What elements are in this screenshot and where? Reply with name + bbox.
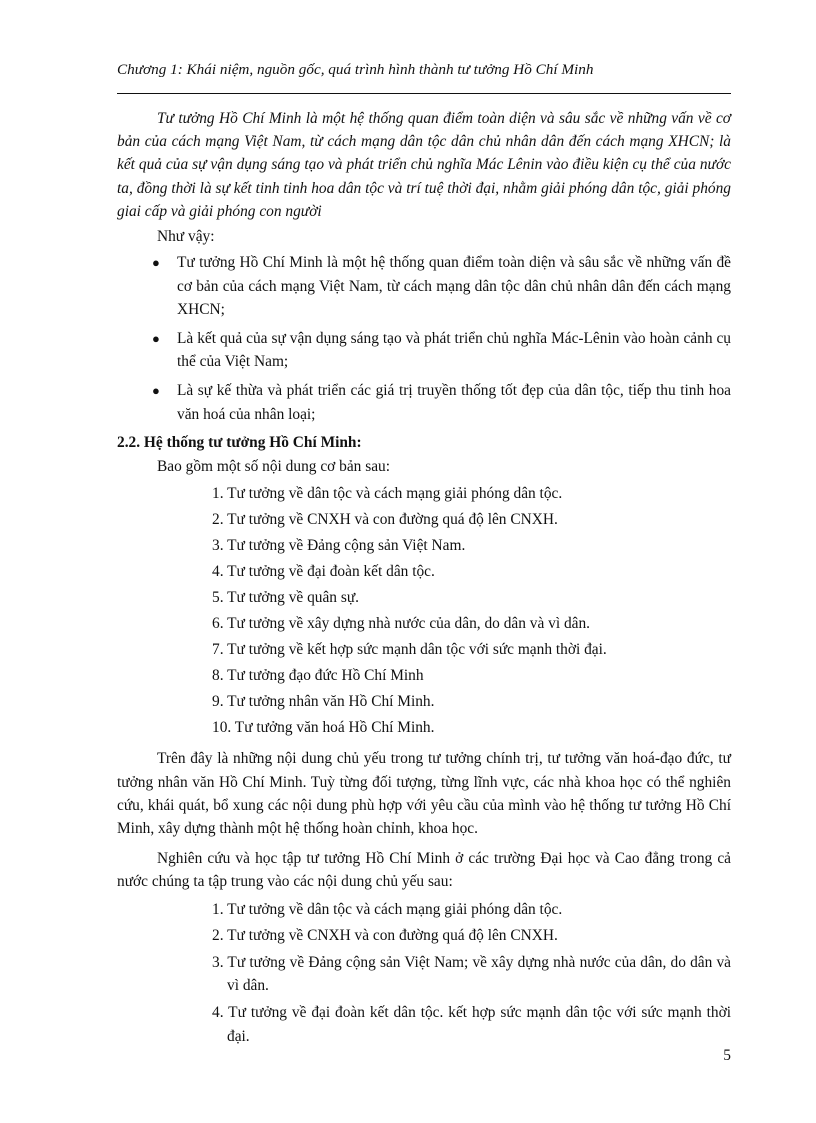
list-item: 4. Tư tưởng về đại đoàn kết dân tộc. (212, 563, 435, 581)
list-item: 2. Tư tưởng về CNXH và con đường quá độ lên CNXH. (212, 927, 558, 945)
page-number: 5 (723, 1047, 731, 1064)
list-item: 4. Tư tưởng về đại đoàn kết dân tộc. kết hợp sức mạnh dân tộc với sức mạnh thời đại. (212, 1003, 731, 1045)
bullet-icon: ● (152, 255, 160, 271)
bullet-item: ● Là sự kế thừa và phát triển các giá trị truyền thống tốt đẹp của dân tộc, tiếp thu tinh hoa văn hoá của nhân loại; (117, 379, 731, 426)
list-item: 1. Tư tưởng về dân tộc và cách mạng giải phóng dân tộc. (212, 900, 563, 918)
study-list (117, 898, 731, 1049)
list-item: 6. Tư tưởng về xây dựng nhà nước của dân, do dân và vì dân. (212, 615, 591, 633)
page-body (117, 107, 731, 1051)
bullet-icon: ● (152, 330, 160, 346)
list-item: 7. Tư tưởng về kết hợp sức mạnh dân tộc với sức mạnh thời đại. (212, 641, 607, 659)
bullet-icon: ● (152, 382, 160, 398)
list-item: 3. Tư tưởng về Đảng cộng sản Việt Nam. (212, 537, 466, 555)
list-item: 1. Tư tưởng về dân tộc và cách mạng giải phóng dân tộc. (212, 485, 563, 503)
bullet-item: ● Là kết quả của sự vận dụng sáng tạo và phát triển chủ nghĩa Mác-Lênin vào hoàn cảnh cụ thể của Việt Nam; (117, 327, 731, 374)
content-list (117, 481, 731, 741)
list-item: 10. Tư tưởng văn hoá Hồ Chí Minh. (212, 719, 435, 737)
summary-lead: Như vậy: (157, 228, 215, 246)
bullet-item: ● Tư tưởng Hồ Chí Minh là một hệ thống quan điểm toàn diện và sâu sắc về những vấn đề cơ bản của cách mạng Việt Nam, từ cách mạng dân tộc dân chủ nhân dân đến cách mạng XHCN; (117, 251, 731, 322)
list-item: 5. Tư tưởng về quân sự. (212, 589, 360, 607)
running-header: Chương 1: Khái niệm, nguồn gốc, quá trình hình thành tư tưởng Hồ Chí Minh (117, 61, 594, 78)
bullet-list (117, 251, 731, 426)
header-divider (117, 93, 731, 94)
section-heading: 2.2. Hệ thống tư tưởng Hồ Chí Minh: (117, 434, 362, 452)
list-item: 3. Tư tưởng về Đảng cộng sản Việt Nam; về xây dựng nhà nước của dân, do dân và vì dân. (212, 953, 731, 995)
section-lead: Bao gồm một số nội dung cơ bản sau: (157, 458, 390, 476)
body-paragraph: Trên đây là những nội dung chủ yếu trong tư tưởng chính trị, tư tưởng văn hoá-đạo đức, tư tưởng nhân văn Hồ Chí Minh. Tuỳ từng đối tượng, từng lĩnh vực, các nhà khoa học có thể nghiên cứu, khái quát, bổ xung các nội dung phù hợp với yêu cầu của mình vào hệ thống tư tưởng Hồ Chí Minh, xây dựng thành một hệ thống hoàn chỉnh, khoa học. (117, 750, 731, 838)
list-item: 8. Tư tưởng đạo đức Hồ Chí Minh (212, 667, 424, 685)
list-item: 9. Tư tưởng nhân văn Hồ Chí Minh. (212, 693, 435, 711)
intro-paragraph: Tư tưởng Hồ Chí Minh là một hệ thống quan điểm toàn diện và sâu sắc về những vấn về cơ bản của cách mạng Việt Nam, từ cách mạng dân tộc dân chủ nhân dân đến cách mạng XHCN; là kết quả của sự vận dụng sáng tạo và phát triển chủ nghĩa Mác Lênin vào điều kiện cụ thể của nước ta, đồng thời là sự kết tinh tinh hoa dân tộc và trí tuệ thời đại, nhằm giải phóng dân tộc, giải phóng giai cấp và giải phóng con người (117, 110, 731, 220)
body-paragraph: Nghiên cứu và học tập tư tưởng Hồ Chí Minh ở các trường Đại học và Cao đẳng trong cả nước chúng ta tập trung vào các nội dung chủ yếu sau: (117, 849, 731, 891)
list-item: 2. Tư tưởng về CNXH và con đường quá độ lên CNXH. (212, 511, 558, 529)
